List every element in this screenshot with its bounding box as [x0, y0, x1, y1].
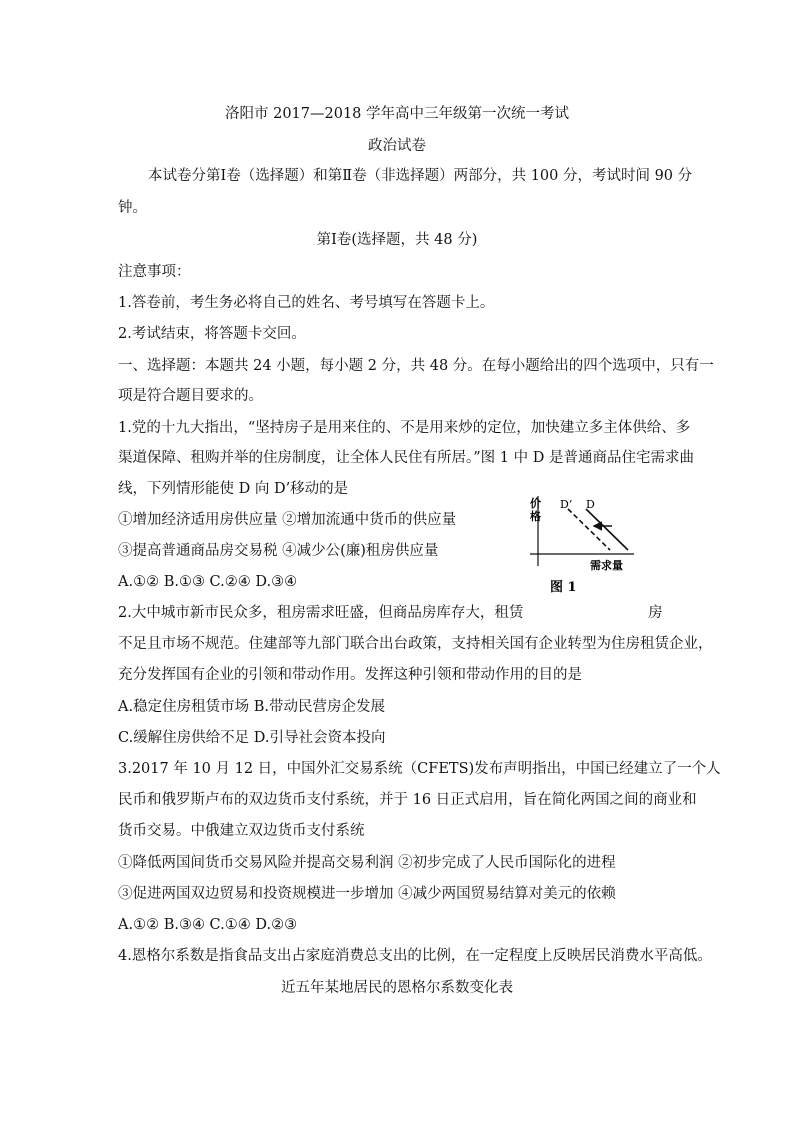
- q3-stem-line-3: 货币交易。中俄建立双边货币支付系统: [118, 823, 365, 839]
- demand-curve-d-prime: [568, 509, 610, 550]
- intro-line-2: 钟。: [118, 200, 147, 216]
- q1-stem-line-2: 渠道保障、租购并举的住房制度，让全体人民住有所居。”图 1 中 D 是普通商品住宅需求曲: [118, 450, 694, 466]
- figure-caption: 图 1: [550, 580, 577, 595]
- q2-answer-line-1: A.稳定住房租赁市场 B.带动民营房企发展: [118, 699, 385, 715]
- notes-heading: 注意事项：: [118, 264, 191, 280]
- q2-answer-line-2: C.缓解住房供给不足 D.引导社会资本投向: [118, 730, 386, 746]
- q1-options-line-1: ①增加经济适用房供应量 ②增加流通中货币的供应量: [118, 512, 457, 528]
- q2-stem-line-3: 充分发挥国有企业的引领和带动作用。发挥这种引领和带动作用的目的是: [118, 667, 582, 683]
- q2-stem-line-1b: 房: [648, 605, 663, 621]
- y-axis-label-2: 格: [530, 510, 541, 523]
- q3-stem-line-2: 民币和俄罗斯卢布的双边货币支付系统，并于 16 日正式启用，旨在简化两国之间的商业和: [118, 792, 697, 808]
- demand-curve-figure: [524, 494, 644, 596]
- q1-stem-line-3: 线，下列情形能使 D 向 D’移动的是: [118, 481, 349, 497]
- q3-options-line-1: ①降低两国间货币交易风险并提高交易利润 ②初步完成了人民币国际化的进程: [118, 855, 616, 871]
- q4-stem-line-1: 4.恩格尔系数是指食品支出占家庭消费总支出的比例，在一定程度上反映居民消费水平高低。: [118, 948, 712, 964]
- q2-stem-line-1a: 2.大中城市新市民众多，租房需求旺盛，但商品房库存大，租赁: [118, 605, 524, 621]
- q3-stem-line-1: 3.2017 年 10 月 12 日，中国外汇交易系统（CFETS)发布声明指出，中国已经建立了一个人: [118, 761, 721, 777]
- x-axis-label: 需求量: [590, 559, 623, 572]
- y-axis-label-1: 价: [530, 497, 541, 510]
- q4-table-title: 近五年某地居民的恩格尔系数变化表: [281, 980, 513, 996]
- q1-options-line-2: ③提高普通商品房交易税 ④减少公(廉)租房供应量: [118, 543, 439, 559]
- curve-d-prime-label: D’: [560, 498, 573, 511]
- demand-curve-d: [586, 509, 628, 550]
- q2-stem-line-2: 不足且市场不规范。住建部等九部门联合出台政策，支持相关国有企业转型为住房租赁企业，: [118, 636, 713, 652]
- exam-title: 洛阳市 2017—2018 学年高中三年级第一次统一考试: [224, 106, 570, 122]
- q3-options-line-2: ③促进两国双边贸易和投资规模进一步增加 ④减少两国贸易结算对美元的依赖: [118, 886, 616, 902]
- q1-stem-line-1: 1.党的十九大指出，“坚持房子是用来住的、不是用来炒的定位，加快建立多主体供给、多: [118, 420, 691, 436]
- q1-answer-choices: A.①② B.①③ C.②④ D.③④: [118, 574, 298, 590]
- part1-instruction-line-2: 项是符合题目要求的。: [118, 388, 263, 404]
- curve-d-label: D: [586, 498, 595, 511]
- notes-item-1: 1.答卷前，考生务必将自己的姓名、考号填写在答题卡上。: [118, 295, 495, 311]
- notes-item-2: 2.考试结束，将答题卡交回。: [118, 326, 306, 342]
- intro-line-1: 本试卷分第Ⅰ卷（选择题）和第Ⅱ卷（非选择题）两部分，共 100 分，考试时间 90 分: [148, 168, 693, 184]
- part1-instruction-line-1: 一、选择题：本题共 24 小题，每小题 2 分，共 48 分。在每小题给出的四个选项中，只有一: [118, 358, 714, 374]
- section-title: 第Ⅰ卷(选择题，共 48 分): [316, 232, 478, 248]
- q3-answer-choices: A.①② B.③④ C.①④ D.②③: [118, 917, 298, 933]
- subject-title: 政治试卷: [368, 138, 426, 154]
